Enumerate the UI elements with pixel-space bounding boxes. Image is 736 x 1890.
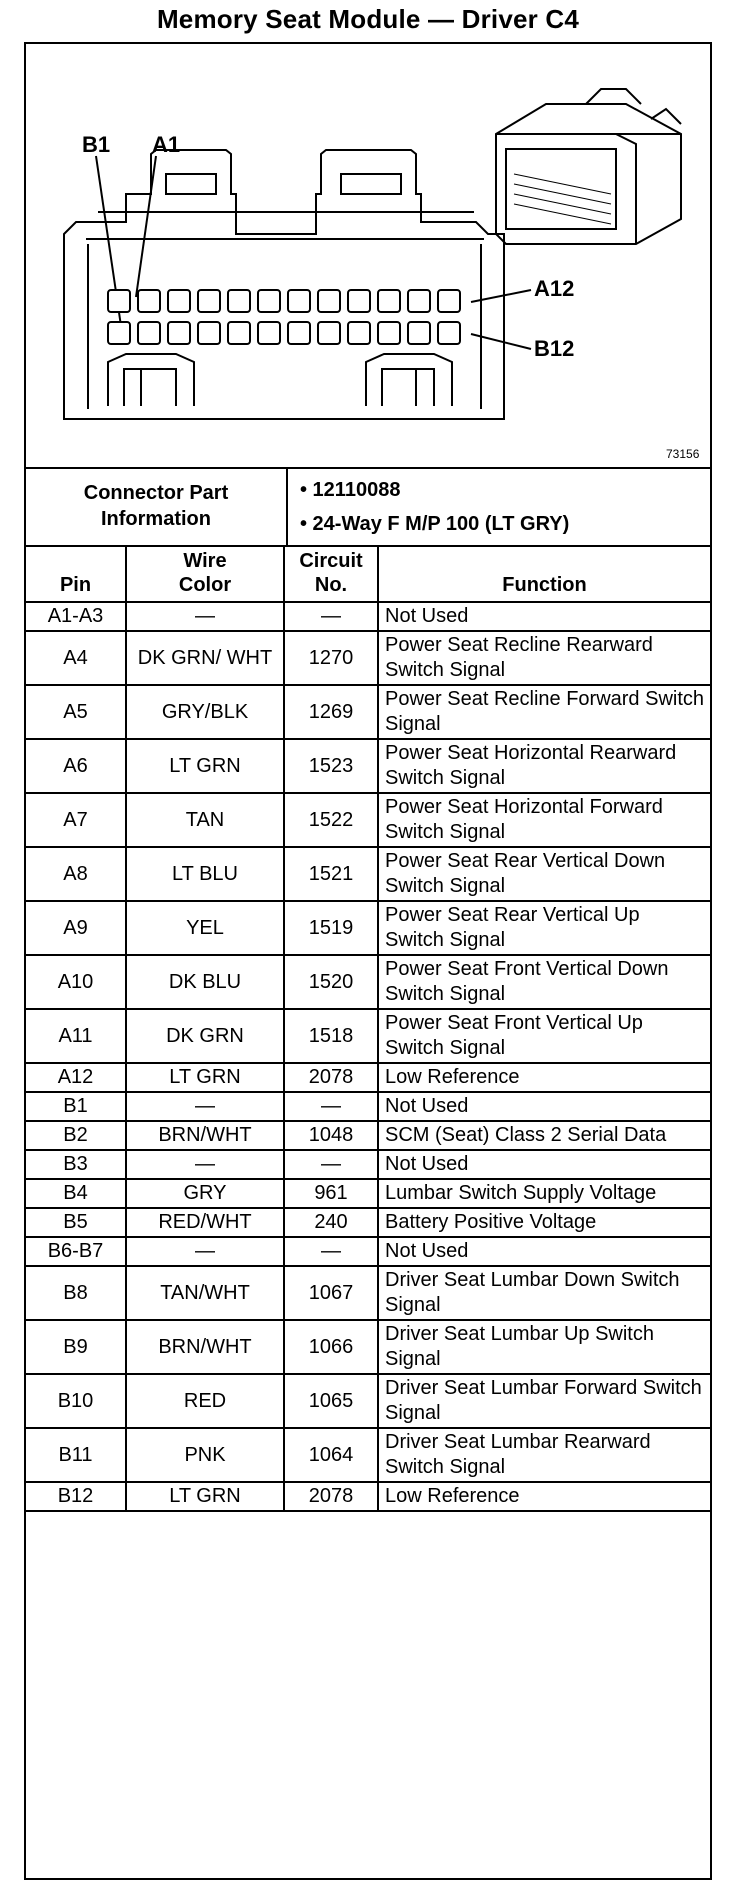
cell-function: Low Reference	[378, 1482, 710, 1511]
cavity-b9	[348, 322, 370, 344]
cavity-a12	[438, 290, 460, 312]
table-row	[26, 1092, 710, 1121]
cell-pin: B8	[26, 1266, 126, 1320]
cell-circuit-no: 1518	[284, 1009, 378, 1063]
cell-circuit-no: 1048	[284, 1121, 378, 1150]
cavity-a11	[408, 290, 430, 312]
table-row	[26, 1428, 710, 1482]
cavity-a5	[228, 290, 250, 312]
cell-wire-color: BRN/WHT	[126, 1320, 284, 1374]
cell-wire-color: YEL	[126, 901, 284, 955]
cell-function: Lumbar Switch Supply Voltage	[378, 1179, 710, 1208]
label-b1: B1	[82, 132, 111, 157]
cell-wire-color: TAN/WHT	[126, 1266, 284, 1320]
header-function: Function	[378, 546, 710, 602]
table-row	[26, 602, 710, 631]
cell-circuit-no: 1523	[284, 739, 378, 793]
cell-circuit-no: —	[284, 602, 378, 631]
connector-part-info	[26, 467, 710, 547]
part-info-values	[300, 473, 569, 541]
header-circuit-no: Circuit No.	[284, 546, 378, 602]
table-header-row	[26, 546, 710, 602]
part-description: • 24-Way F M/P 100 (LT GRY)	[300, 513, 570, 535]
cell-pin: A5	[26, 685, 126, 739]
cavity-b12	[438, 322, 460, 344]
cell-pin: A6	[26, 739, 126, 793]
part-info-label-line1: Connector Part	[83, 482, 229, 504]
header-pin: Pin	[26, 546, 126, 602]
cell-circuit-no: 240	[284, 1208, 378, 1237]
cavity-b6	[258, 322, 280, 344]
cell-function: Not Used	[378, 1237, 710, 1266]
cell-pin: A11	[26, 1009, 126, 1063]
table-row	[26, 847, 710, 901]
cell-pin: B6-B7	[26, 1237, 126, 1266]
cavity-b4	[198, 322, 220, 344]
cell-pin: A8	[26, 847, 126, 901]
cell-circuit-no: 961	[284, 1179, 378, 1208]
cell-wire-color: DK GRN	[126, 1009, 284, 1063]
cell-pin: B3	[26, 1150, 126, 1179]
cell-wire-color: GRY	[126, 1179, 284, 1208]
cell-wire-color: LT BLU	[126, 847, 284, 901]
cell-function: Power Seat Horizontal Forward Switch Signal	[378, 793, 710, 847]
cell-wire-color: LT GRN	[126, 739, 284, 793]
table-row	[26, 1374, 710, 1428]
cavity-b7	[288, 322, 310, 344]
table-row	[26, 685, 710, 739]
part-info-label-line2: Information	[101, 508, 211, 530]
table-row	[26, 1179, 710, 1208]
cell-wire-color: —	[126, 1237, 284, 1266]
cell-function: Battery Positive Voltage	[378, 1208, 710, 1237]
cell-function: Power Seat Recline Rearward Switch Signal	[378, 631, 710, 685]
cell-wire-color: LT GRN	[126, 1482, 284, 1511]
cell-function: Power Seat Rear Vertical Down Switch Signal	[378, 847, 710, 901]
figure-ref-number: 73156	[666, 447, 700, 461]
cell-function: Not Used	[378, 602, 710, 631]
cell-wire-color: DK BLU	[126, 955, 284, 1009]
cell-pin: A12	[26, 1063, 126, 1092]
cell-pin: A4	[26, 631, 126, 685]
cell-pin: B9	[26, 1320, 126, 1374]
cell-pin: B2	[26, 1121, 126, 1150]
cavity-b5	[228, 322, 250, 344]
cell-wire-color: TAN	[126, 793, 284, 847]
cell-circuit-no: 1519	[284, 901, 378, 955]
part-number: • 12110088	[300, 479, 401, 501]
cell-pin: B12	[26, 1482, 126, 1511]
cavity-b10	[378, 322, 400, 344]
pinout-table	[26, 545, 710, 1512]
cell-pin: A1-A3	[26, 602, 126, 631]
cell-pin: B11	[26, 1428, 126, 1482]
cell-circuit-no: —	[284, 1092, 378, 1121]
cavity-b2	[138, 322, 160, 344]
cell-circuit-no: 1064	[284, 1428, 378, 1482]
cell-circuit-no: 1521	[284, 847, 378, 901]
cavity-a9	[348, 290, 370, 312]
part-info-label	[26, 467, 288, 545]
cell-pin: B10	[26, 1374, 126, 1428]
cell-circuit-no: 1067	[284, 1266, 378, 1320]
cavity-a10	[378, 290, 400, 312]
cavity-a4	[198, 290, 220, 312]
cell-function: Not Used	[378, 1092, 710, 1121]
cell-circuit-no: 1066	[284, 1320, 378, 1374]
cavity-b11	[408, 322, 430, 344]
cell-wire-color: LT GRN	[126, 1063, 284, 1092]
cavity-a1	[108, 290, 130, 312]
cell-wire-color: RED	[126, 1374, 284, 1428]
cell-circuit-no: —	[284, 1150, 378, 1179]
cell-wire-color: —	[126, 602, 284, 631]
cavity-a2	[138, 290, 160, 312]
table-row	[26, 1009, 710, 1063]
table-row	[26, 1482, 710, 1511]
connector-sheet	[24, 42, 712, 1880]
cell-wire-color: DK GRN/ WHT	[126, 631, 284, 685]
connector-diagram	[26, 44, 710, 469]
table-row	[26, 793, 710, 847]
table-row	[26, 1208, 710, 1237]
cavity-a8	[318, 290, 340, 312]
table-row	[26, 1121, 710, 1150]
cavity-a7	[288, 290, 310, 312]
cavity-b3	[168, 322, 190, 344]
cavity-b1	[108, 322, 130, 344]
cell-wire-color: —	[126, 1150, 284, 1179]
cavity-a6	[258, 290, 280, 312]
cell-function: Not Used	[378, 1150, 710, 1179]
cell-wire-color: —	[126, 1092, 284, 1121]
cell-function: Driver Seat Lumbar Rearward Switch Signal	[378, 1428, 710, 1482]
table-row	[26, 1150, 710, 1179]
cell-pin: B4	[26, 1179, 126, 1208]
table-row	[26, 955, 710, 1009]
table-row	[26, 1266, 710, 1320]
table-row	[26, 1237, 710, 1266]
cell-pin: A10	[26, 955, 126, 1009]
cell-function: Driver Seat Lumbar Forward Switch Signal	[378, 1374, 710, 1428]
cell-pin: B5	[26, 1208, 126, 1237]
cell-function: SCM (Seat) Class 2 Serial Data	[378, 1121, 710, 1150]
cell-wire-color: RED/WHT	[126, 1208, 284, 1237]
cell-pin: B1	[26, 1092, 126, 1121]
cell-function: Power Seat Rear Vertical Up Switch Signal	[378, 901, 710, 955]
cavity-b8	[318, 322, 340, 344]
cell-circuit-no: 1065	[284, 1374, 378, 1428]
cell-circuit-no: 1520	[284, 955, 378, 1009]
cell-function: Power Seat Recline Forward Switch Signal	[378, 685, 710, 739]
cell-function: Driver Seat Lumbar Down Switch Signal	[378, 1266, 710, 1320]
table-row	[26, 631, 710, 685]
cell-wire-color: PNK	[126, 1428, 284, 1482]
cell-circuit-no: 1522	[284, 793, 378, 847]
cell-function: Power Seat Front Vertical Down Switch Signal	[378, 955, 710, 1009]
label-a12: A12	[534, 276, 575, 301]
label-b12: B12	[534, 336, 575, 361]
cell-circuit-no: —	[284, 1237, 378, 1266]
connector-cavities	[26, 44, 710, 467]
cell-wire-color: GRY/BLK	[126, 685, 284, 739]
cell-circuit-no: 1270	[284, 631, 378, 685]
cell-function: Power Seat Front Vertical Up Switch Signal	[378, 1009, 710, 1063]
cell-function: Low Reference	[378, 1063, 710, 1092]
cell-pin: A9	[26, 901, 126, 955]
cell-function: Power Seat Horizontal Rearward Switch Signal	[378, 739, 710, 793]
cavity-a3	[168, 290, 190, 312]
cell-wire-color: BRN/WHT	[126, 1121, 284, 1150]
label-a1: A1	[152, 132, 181, 157]
table-row	[26, 739, 710, 793]
table-row	[26, 1063, 710, 1092]
cell-circuit-no: 2078	[284, 1063, 378, 1092]
page-title: Memory Seat Module — Driver C4	[156, 4, 580, 34]
cell-function: Driver Seat Lumbar Up Switch Signal	[378, 1320, 710, 1374]
cell-pin: A7	[26, 793, 126, 847]
cell-circuit-no: 2078	[284, 1482, 378, 1511]
header-wire-color: Wire Color	[126, 546, 284, 602]
table-row	[26, 901, 710, 955]
table-row	[26, 1320, 710, 1374]
cell-circuit-no: 1269	[284, 685, 378, 739]
